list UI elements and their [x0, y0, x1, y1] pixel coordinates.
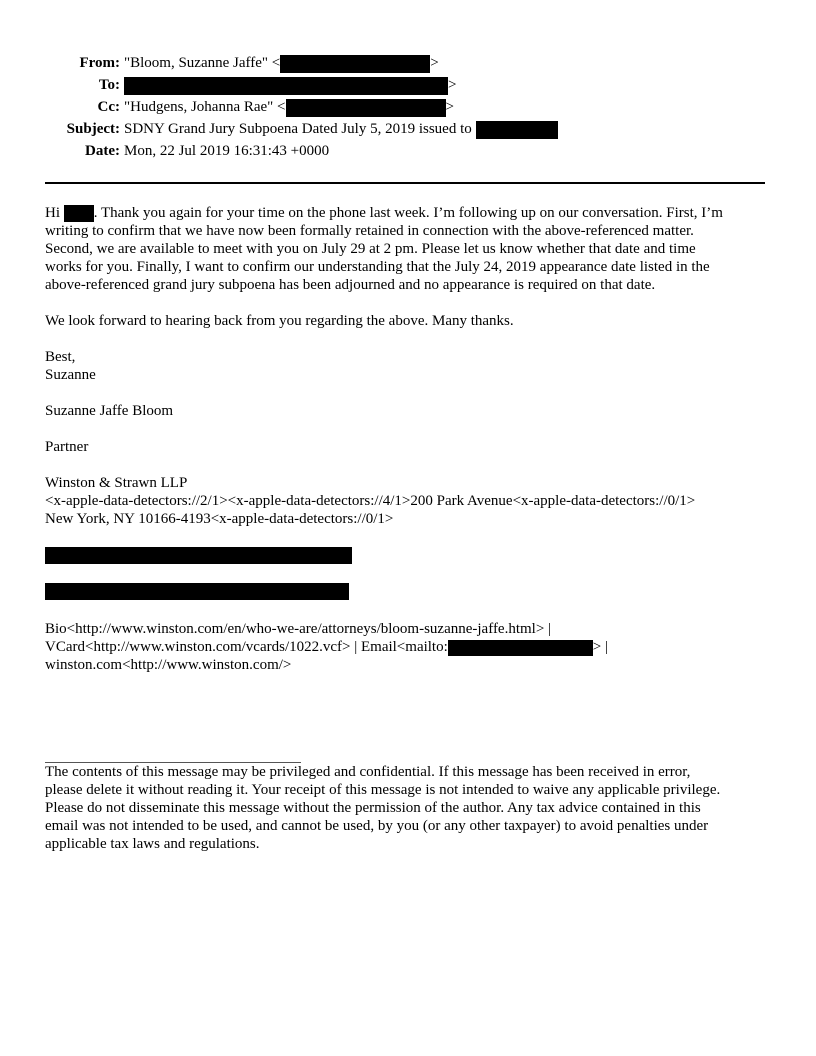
closing [45, 348, 775, 384]
website-link[interactable]: winston.com<http://www.winston.com/> [45, 657, 292, 673]
subject-row [0, 118, 816, 140]
redacted-email-link [448, 640, 593, 656]
header-divider [45, 182, 765, 184]
disclaimer [45, 763, 775, 853]
body-line [45, 204, 775, 222]
subject-value [124, 118, 558, 140]
body-line: writing to confirm that we have now been formally retained in connection with the above-referenced matter. [45, 223, 694, 239]
closing-line: Best, [45, 349, 76, 365]
redacted-subject-recipient [476, 121, 558, 139]
links-separator: > | [592, 639, 608, 655]
cc-value [124, 96, 454, 118]
date-row [0, 140, 816, 162]
disclaimer-line: The contents of this message may be privileged and confidential. If this message has been received in error, [45, 764, 691, 780]
signer-name: Suzanne Jaffe Bloom [45, 403, 174, 419]
body-line: works for you. Finally, I want to confirm our understanding that the July 24, 2019 appearance date listed in the [45, 259, 710, 275]
subject-text: SDNY Grand Jury Subpoena Dated July 5, 2019 issued to [124, 121, 472, 137]
from-close: > [430, 55, 439, 71]
redacted-recipient-name [64, 205, 94, 222]
body-paragraph-1 [45, 204, 775, 294]
from-value [124, 52, 439, 74]
from-row [0, 52, 816, 74]
vcard-link[interactable]: VCard<http://www.winston.com/vcards/1022.vcf> | Email<mailto: [45, 639, 448, 655]
cc-close: > [445, 99, 454, 115]
to-row [0, 74, 816, 96]
signature-name [45, 402, 775, 420]
body-line: Second, we are available to meet with you on July 29 at 2 pm. Please let us know whether that date and time [45, 241, 696, 257]
disclaimer-line: email was not intended to be used, and cannot be used, by you (or any other taxpayer) to avoid penalties under [45, 818, 709, 834]
signature-title [45, 438, 775, 456]
disclaimer-line: please delete it without reading it. Your receipt of this message is not intended to waive any applicable privilege. [45, 782, 721, 798]
body-paragraph-2 [45, 312, 775, 330]
signature-address [45, 474, 775, 528]
cc-label: Cc: [97, 99, 120, 115]
vcard-email-links [45, 638, 775, 656]
address-line: <x-apple-data-detectors://2/1><x-apple-data-detectors://4/1>200 Park Avenue<x-apple-data-detectors://0/1> [45, 493, 696, 509]
to-label: To: [98, 77, 120, 93]
disclaimer-line: Please do not disseminate this message without the permission of the author. Any tax advice contained in this [45, 800, 701, 816]
from-label: From: [79, 55, 120, 71]
body-text: . Thank you again for your time on the phone last week. I’m following up on our conversation. First, I’m [93, 205, 723, 221]
bio-link[interactable]: Bio<http://www.winston.com/en/who-we-are/attorneys/bloom-suzanne-jaffe.html> | [45, 621, 552, 637]
address-line: New York, NY 10166-4193<x-apple-data-detectors://0/1> [45, 511, 394, 527]
redacted-contact-line [45, 583, 349, 600]
body-line: above-referenced grand jury subpoena has been adjourned and no appearance is required on that date. [45, 277, 656, 293]
redacted-to-address [124, 77, 448, 95]
body-line: We look forward to hearing back from you regarding the above. Many thanks. [45, 313, 514, 329]
signature-links [45, 620, 775, 674]
date-value: Mon, 22 Jul 2019 16:31:43 +0000 [124, 143, 330, 159]
redacted-from-email [280, 55, 430, 73]
signer-title: Partner [45, 439, 89, 455]
date-label: Date: [85, 143, 120, 159]
to-value [124, 74, 456, 96]
redacted-phone-line [45, 547, 352, 564]
subject-label: Subject: [66, 121, 120, 137]
from-name: "Bloom, Suzanne Jaffe" < [124, 55, 281, 71]
cc-row [0, 96, 816, 118]
to-close: > [448, 77, 457, 93]
disclaimer-line: applicable tax laws and regulations. [45, 836, 260, 852]
redacted-cc-email [286, 99, 446, 117]
cc-name: "Hudgens, Johanna Rae" < [124, 99, 286, 115]
greeting: Hi [45, 205, 60, 221]
closing-name: Suzanne [45, 367, 96, 383]
firm-name: Winston & Strawn LLP [45, 475, 188, 491]
